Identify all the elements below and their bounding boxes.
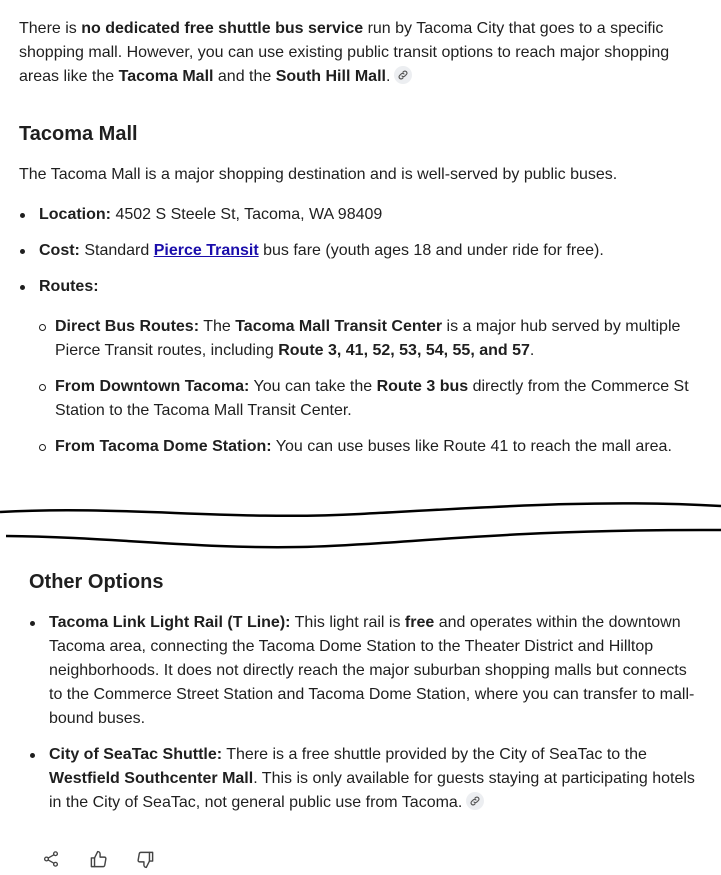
cost-label: Cost: bbox=[39, 242, 80, 259]
tacoma-mall-heading: Tacoma Mall bbox=[19, 123, 138, 145]
other-options-list bbox=[29, 611, 699, 827]
tear-divider bbox=[0, 495, 721, 555]
thumbs-down-icon bbox=[136, 850, 155, 869]
seatac-label: City of SeaTac Shuttle: bbox=[49, 746, 223, 763]
list-item-seatac bbox=[29, 743, 699, 815]
light-rail-bold-free: free bbox=[404, 614, 435, 631]
list-item-routes bbox=[19, 275, 699, 459]
intro-text: run by Tacoma City that goes to a specific shopping mall. However, you can use existing public transit options to reach major shopping areas like the bbox=[19, 20, 670, 85]
sub-item-dome bbox=[39, 435, 695, 459]
share-icon bbox=[42, 850, 60, 868]
downtown-text: You can take the bbox=[249, 378, 377, 395]
cost-text: Standard bbox=[79, 242, 154, 259]
dome-text: You can use buses like Route 41 to reach the mall area. bbox=[271, 438, 672, 455]
link-icon[interactable] bbox=[394, 66, 412, 84]
sub-item-direct bbox=[39, 315, 695, 363]
direct-text: is a major hub served by multiple Pierce Transit routes, including bbox=[55, 318, 681, 359]
thumbs-down-button[interactable] bbox=[134, 848, 156, 870]
thumbs-up-icon bbox=[89, 850, 108, 869]
tacoma-mall-intro: The Tacoma Mall is a major shopping destination and is well-served by public buses. bbox=[19, 166, 618, 183]
other-options-heading: Other Options bbox=[29, 571, 164, 593]
dome-label: From Tacoma Dome Station: bbox=[55, 438, 272, 455]
direct-text: . bbox=[529, 342, 535, 359]
downtown-bold-route3: Route 3 bus bbox=[376, 378, 469, 395]
intro-bold-no-shuttle: no dedicated free shuttle bus service bbox=[81, 20, 364, 37]
tacoma-mall-list bbox=[19, 203, 699, 471]
downtown-text: directly from the Commerce St Station to the Tacoma Mall Transit Center. bbox=[55, 378, 689, 419]
share-button[interactable] bbox=[40, 848, 62, 870]
seatac-text: There is a free shuttle provided by the City of SeaTac to the bbox=[222, 746, 647, 763]
intro-text: . bbox=[385, 68, 391, 85]
list-item-cost bbox=[19, 239, 699, 263]
direct-bold-transit-center: Tacoma Mall Transit Center bbox=[235, 318, 443, 335]
intro-bold-tacoma-mall: Tacoma Mall bbox=[118, 68, 214, 85]
intro-text: There is bbox=[19, 20, 82, 37]
intro-paragraph-block bbox=[19, 17, 709, 89]
sub-item-downtown bbox=[39, 375, 695, 423]
intro-paragraph bbox=[19, 17, 709, 89]
routes-label: Routes: bbox=[39, 278, 99, 295]
link-icon[interactable] bbox=[466, 792, 484, 810]
pierce-transit-link[interactable]: Pierce Transit bbox=[153, 242, 259, 259]
routes-sublist bbox=[39, 315, 699, 459]
list-item-location bbox=[19, 203, 699, 227]
seatac-bold-southcenter: Westfield Southcenter Mall bbox=[49, 770, 254, 787]
direct-label: Direct Bus Routes: bbox=[55, 318, 200, 335]
seatac-text: . This is only available for guests staying at participating hotels in the City of SeaTac, not general public use from Tacoma. bbox=[49, 770, 695, 811]
thumbs-up-button[interactable] bbox=[87, 848, 109, 870]
list-item-light-rail bbox=[29, 611, 699, 731]
light-rail-text: This light rail is bbox=[290, 614, 405, 631]
location-label: Location: bbox=[39, 206, 111, 223]
response-actions bbox=[40, 848, 156, 870]
intro-bold-south-hill: South Hill Mall bbox=[275, 68, 386, 85]
direct-bold-routes: Route 3, 41, 52, 53, 54, 55, and 57 bbox=[278, 342, 530, 359]
intro-text: and the bbox=[213, 68, 276, 85]
location-value: 4502 S Steele St, Tacoma, WA 98409 bbox=[111, 206, 383, 223]
downtown-label: From Downtown Tacoma: bbox=[55, 378, 250, 395]
direct-text: The bbox=[199, 318, 236, 335]
light-rail-label: Tacoma Link Light Rail (T Line): bbox=[49, 614, 291, 631]
cost-text: bus fare (youth ages 18 and under ride for free). bbox=[258, 242, 604, 259]
light-rail-text: and operates within the downtown Tacoma area, connecting the Tacoma Dome Station to the Theater District and Hilltop neighborhoods. It does not directly reach the major suburban shopping malls but connects to the Commerce Street Station and Tacoma Dome Station, where you can transfer to mall-bound buses. bbox=[49, 614, 695, 727]
